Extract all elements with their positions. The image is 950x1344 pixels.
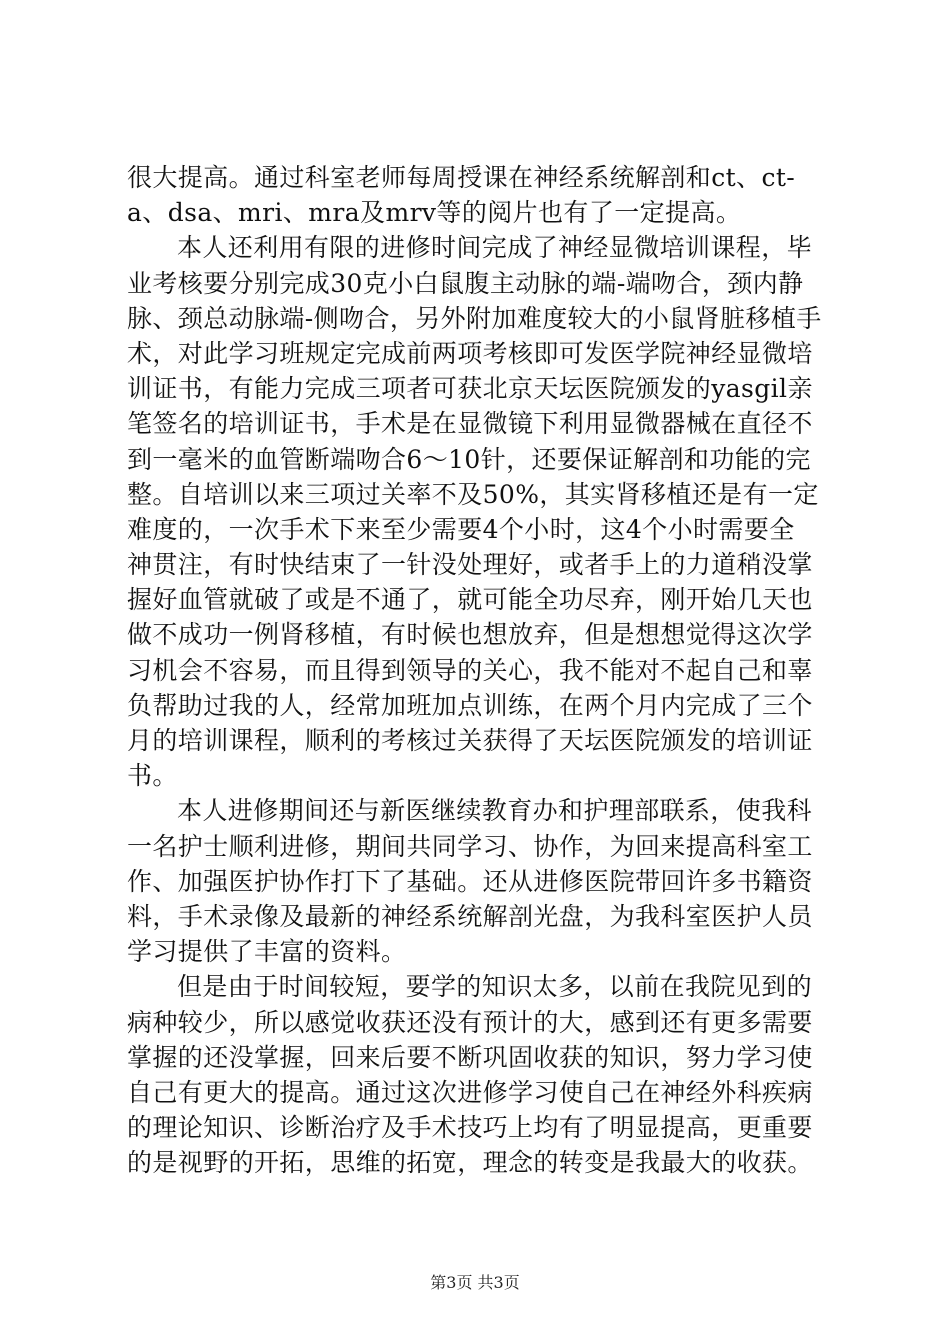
text-line: 月的培训课程，顺利的考核过关获得了天坛医院颁发的培训证 xyxy=(127,726,813,755)
text-line: 一名护士顺利进修，期间共同学习、协作，为回来提高科室工 xyxy=(127,831,813,861)
text-line: 握好血管就破了或是不通了，就可能全功尽弃，刚开始几天也 xyxy=(127,585,813,615)
text-line: 书。 xyxy=(127,761,178,791)
text-line: a、dsa、mri、mra及mrv等的阅片也有了一定提高。 xyxy=(127,198,742,228)
paragraph-1 xyxy=(127,160,827,230)
text-line: 做不成功一例肾移植，有时候也想放弃，但是想想觉得这次学 xyxy=(127,620,813,650)
text-line: 整。自培训以来三项过关率不及50%，其实肾移植还是有一定 xyxy=(127,479,819,509)
text-line: 自己有更大的提高。通过这次进修学习使自己在神经外科疾病 xyxy=(127,1077,813,1107)
page-footer: 第3页 共3页 xyxy=(430,1273,520,1292)
text-line: 很大提高。通过科室老师每周授课在神经系统解剖和ct、ct- xyxy=(127,163,796,192)
paragraph-3 xyxy=(127,793,827,969)
text-line: 业考核要分别完成30克小白鼠腹主动脉的端-端吻合，颈内静 xyxy=(127,268,804,298)
text-line: 料，手术录像及最新的神经系统解剖光盘，为我科室医护人员 xyxy=(127,901,813,931)
text-line: 病种较少，所以感觉收获还没有预计的大，感到还有更多需要 xyxy=(127,1007,813,1037)
text-line: 本人还利用有限的进修时间完成了神经显微培训课程，毕 xyxy=(177,233,813,263)
text-line: 的理论知识、诊断治疗及手术技巧上均有了明显提高，更重要 xyxy=(127,1113,813,1143)
text-line: 习机会不容易，而且得到领导的关心，我不能对不起自己和辜 xyxy=(127,655,813,685)
text-line: 难度的，一次手术下来至少需要4个小时，这4个小时需要全 xyxy=(127,514,795,544)
document-body xyxy=(127,160,827,1180)
text-line: 脉、颈总动脉端-侧吻合，另外附加难度较大的小鼠肾脏移植手 xyxy=(127,303,822,333)
text-line: 神贯注，有时快结束了一针没处理好，或者手上的力道稍没掌 xyxy=(127,550,813,580)
text-line: 掌握的还没掌握，回来后要不断巩固收获的知识，努力学习使 xyxy=(127,1042,813,1072)
text-line: 作、加强医护协作打下了基础。还从进修医院带回许多书籍资 xyxy=(127,866,813,896)
text-line: 学习提供了丰富的资料。 xyxy=(127,937,407,967)
text-line: 的是视野的开拓，思维的拓宽，理念的转变是我最大的收获。 xyxy=(127,1148,813,1178)
text-line: 训证书，有能力完成三项者可获北京天坛医院颁发的yasgil亲 xyxy=(127,374,813,404)
text-line: 到一毫米的血管断端吻合6～10针，还要保证解剖和功能的完 xyxy=(127,444,811,474)
paragraph-4 xyxy=(127,969,827,1180)
paragraph-2 xyxy=(127,230,827,793)
text-line: 术，对此学习班规定完成前两项考核即可发医学院神经显微培 xyxy=(127,338,813,368)
text-line: 负帮助过我的人，经常加班加点训练，在两个月内完成了三个 xyxy=(127,690,813,720)
text-line: 但是由于时间较短，要学的知识太多，以前在我院见到的 xyxy=(177,972,813,1002)
text-line: 本人进修期间还与新医继续教育办和护理部联系，使我科 xyxy=(177,796,813,826)
text-line: 笔签名的培训证书，手术是在显微镜下利用显微器械在直径不 xyxy=(127,409,813,439)
